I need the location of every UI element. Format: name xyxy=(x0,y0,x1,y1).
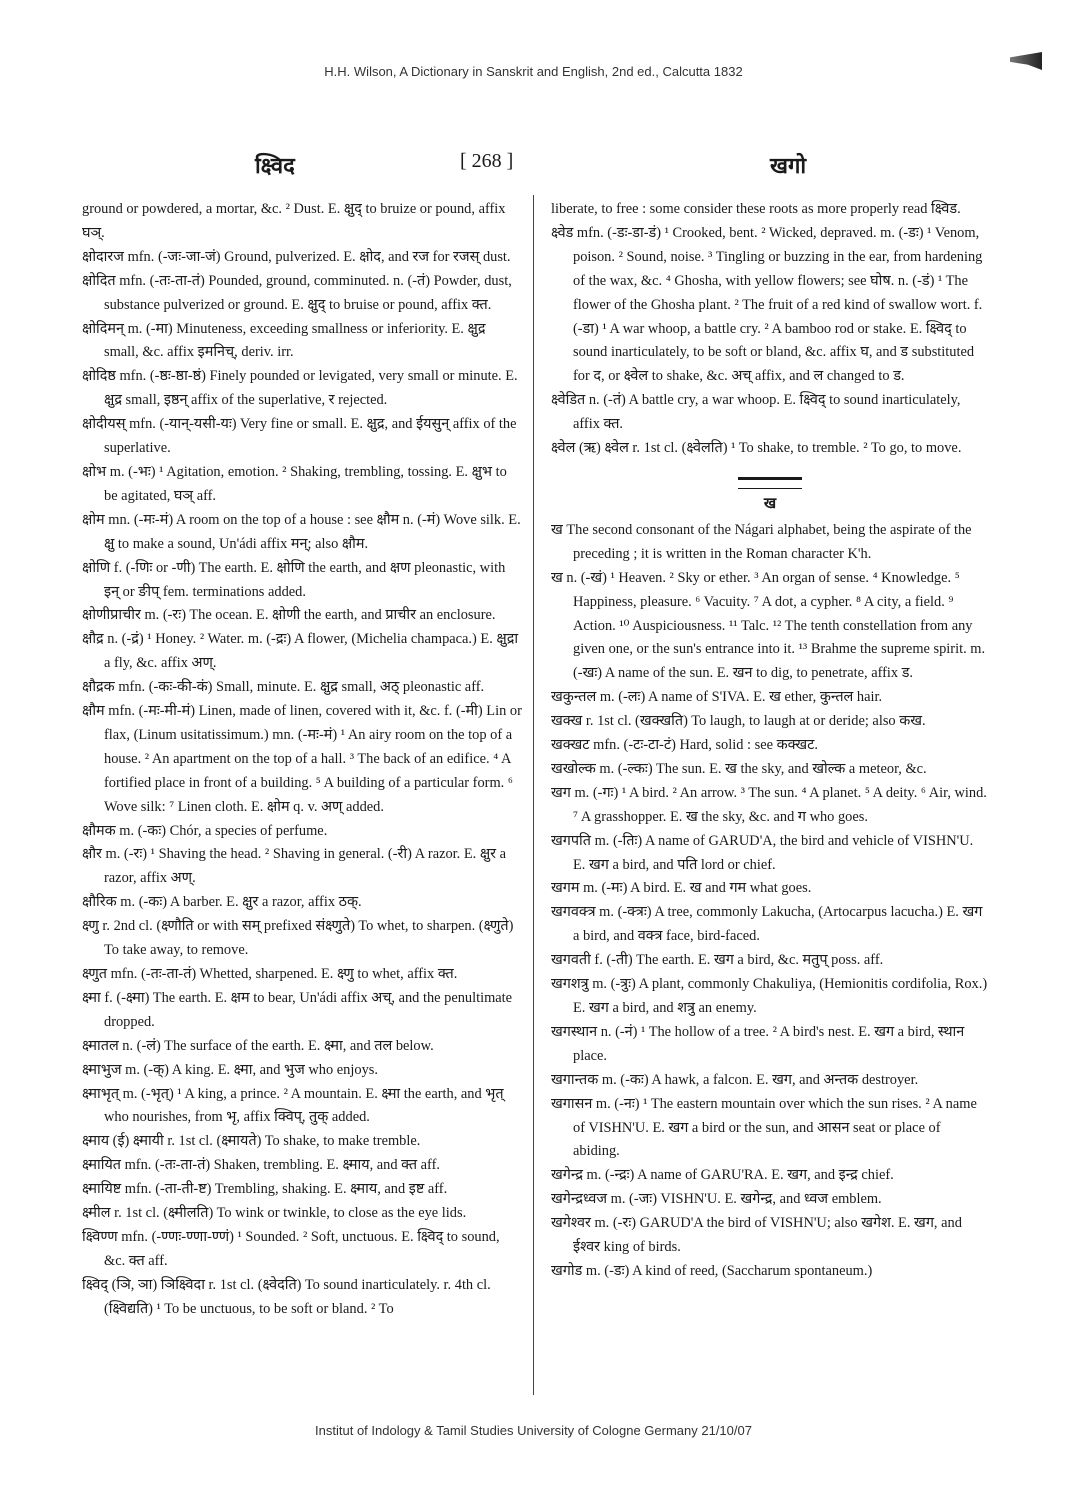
dictionary-entry: क्ष्माय (ई) क्ष्मायी r. 1st cl. (क्ष्मायते) To shake, to make tremble. xyxy=(82,1133,421,1150)
dictionary-entry: खग m. (-गः) ¹ A bird. ² An arrow. ³ The sun. ⁴ A planet. ⁵ A deity. ⁶ Air, wind. ⁷ A grasshopper. E. ख the sky, &c. and ग who goes. xyxy=(551,784,987,825)
dictionary-entry: क्षौद्र n. (-द्रं) ¹ Honey. ² Water. m. (-द्रः) A flower, (Michelia champaca.) E. क्षुद्रा a fly, &c. affix अण्. xyxy=(82,631,519,672)
header-right-word: खगो xyxy=(770,153,807,178)
dictionary-entry: खगशत्रु m. (-त्रुः) A plant, commonly Chakuliya, (Hemionitis cordifolia, Rox.) E. खग a bird, and शत्रु an enemy. xyxy=(551,976,988,1016)
left-column xyxy=(82,198,522,1322)
section-rule xyxy=(738,477,802,489)
dictionary-entry: खगस्थान n. (-नं) ¹ The hollow of a tree. ² A bird's nest. E. खग a bird, स्थान place. xyxy=(551,1023,965,1064)
dictionary-entry: खगेन्द्र m. (-न्द्रः) A name of GARU'RA. E. खग, and इन्द्र chief. xyxy=(551,1167,894,1184)
dictionary-entry: क्ष्वेल (ऋ) क्ष्वेल r. 1st cl. (क्ष्वेलति) ¹ To shake, to tremble. ² To go, to move. xyxy=(551,440,962,457)
dictionary-entry: क्षौम mfn. (-मः-मी-मं) Linen, made of linen, covered with it, &c. f. (-मी) Lin or flax, (Linum usitatissimum.) mn. (-मः-मं) ¹ An airy room on the top of a house. ² An apartment on the top of a hall. ³ The back of an edifice. ⁴ A fortified place in front of a building. ⁵ A building of a particular form. ⁶ Wove silk: ⁷ Linen cloth. E. क्षोम q. v. अण् added. xyxy=(82,703,522,815)
dictionary-entry: liberate, to free : some consider these roots as more properly read क्ष्विड. xyxy=(551,201,961,217)
dictionary-entry: ground or powdered, a mortar, &c. ² Dust. E. क्षुद् to bruize or pound, affix घञ्. xyxy=(82,201,506,241)
right-column xyxy=(551,198,989,1284)
dictionary-entry: खगासन m. (-नः) ¹ The eastern mountain over which the sun rises. ² A name of VISHN'U. E. खग a bird or the sun, and आसन seat or place of abiding. xyxy=(551,1095,977,1160)
dictionary-entry: क्ष्णु r. 2nd cl. (क्ष्णौति or with सम् prefixed संक्ष्णुते) To whet, to sharpen. (क्ष्णुते) To take away, to remove. xyxy=(82,918,514,959)
dictionary-entry: क्ष्मायित mfn. (-तः-ता-तं) Shaken, trembling. E. क्ष्माय, and क्त aff. xyxy=(82,1157,440,1174)
dictionary-entry: ख The second consonant of the Nágari alphabet, being the aspirate of the preceding ; it is written in the Roman character K'h. xyxy=(551,521,972,562)
dictionary-entry: क्ष्मायिष्ट mfn. (-ता-ती-ष्ट) Trembling, shaking. E. क्ष्माय, and इष्ट aff. xyxy=(82,1181,448,1198)
dictionary-entry: क्षोदारज mfn. (-जः-जा-जं) Ground, pulverized. E. क्षोद, and रज for रजस् dust. xyxy=(82,248,511,265)
dictionary-entry: क्षोभ m. (-भः) ¹ Agitation, emotion. ² Shaking, trembling, tossing. E. क्षुभ to be agitated, घञ् aff. xyxy=(82,463,507,504)
dictionary-entry: क्षोदित mfn. (-तः-ता-तं) Pounded, ground, comminuted. n. (-तं) Powder, dust, substance pulverized or ground. E. क्षुद् to bruise or pound, affix क्त. xyxy=(82,272,512,313)
dictionary-entry: क्षौद्रक mfn. (-कः-की-कं) Small, minute. E. क्षुद्र small, अठ् pleonastic aff. xyxy=(82,679,485,696)
dictionary-entry: क्ष्विण्ण mfn. (-ण्णः-ण्णा-ण्णं) ¹ Sounded. ² Soft, unctuous. E. क्ष्विद् to sound, &c. क्त aff. xyxy=(82,1228,500,1269)
dictionary-entry: ख n. (-खं) ¹ Heaven. ² Sky or ether. ³ An organ of sense. ⁴ Knowledge. ⁵ Happiness, pleasure. ⁶ Vacuity. ⁷ A dot, a cypher. ⁸ A city, a field. ⁹ Action. ¹⁰ Auspiciousness. ¹¹ Talc. ¹² The tenth constellation from any given one, or the sun's entrance into it. ¹³ Brahme the supreme spirit. m. (-खः) A name of the sun. E. खन to dig, to penetrate, affix ड. xyxy=(551,569,986,682)
dictionary-entry: क्षौर m. (-रः) ¹ Shaving the head. ² Shaving in general. (-री) A razor. E. क्षुर a razor, affix अण्. xyxy=(82,846,507,887)
footer-citation: Institut of Indology & Tamil Studies University of Cologne Germany 21/10/07 xyxy=(315,1423,752,1438)
dictionary-entry: क्ष्मील r. 1st cl. (क्ष्मीलति) To wink or twinkle, to close as the eye lids. xyxy=(82,1205,467,1222)
dictionary-entry: क्षोणीप्राचीर m. (-रः) The ocean. E. क्षोणी the earth, and प्राचीर an enclosure. xyxy=(82,607,496,624)
dictionary-entry: क्षौमक m. (-कः) Chór, a species of perfume. xyxy=(82,822,328,839)
dictionary-entry: क्ष्वेड mfn. (-डः-डा-डं) ¹ Crooked, bent. ² Wicked, depraved. m. (-डः) ¹ Venom, poison. ² Sound, noise. ³ Tingling or buzzing in the ear, from hardening of the wax, &c. ⁴ Ghosha, with yellow flowers; see घोष. n. (-डं) ¹ The flower of the Ghosha plant. ² The fruit of a red kind of swallow wort. f. (-डा) ¹ A war whoop, a battle cry. ² A bamboo rod or stake. E. क्ष्विद् to sound inarticulately, to be soft or bland, &c. affix घ, and ड substituted for द, or क्ष्वेल to shake, &c. अच् affix, and ल changed to ड. xyxy=(551,224,983,385)
dictionary-entry: क्ष्मातल n. (-लं) The surface of the earth. E. क्ष्मा, and तल below. xyxy=(82,1037,434,1054)
dictionary-entry: क्ष्माभृत् m. (-भृत्) ¹ A king, a prince. ² A mountain. E. क्ष्मा the earth, and भृत् who nourishes, from भृ, affix क्विप्, तुक् added. xyxy=(82,1085,504,1126)
dictionary-entry: खकुन्तल m. (-लः) A name of S'IVA. E. ख ether, कुन्तल hair. xyxy=(551,689,883,706)
dictionary-entry: क्षोम mn. (-मः-मं) A room on the top of a house : see क्षौम n. (-मं) Wove silk. E. क्षु to make a sound, Un'ádi affix मन्; also क्षौम. xyxy=(82,511,521,552)
source-citation: H.H. Wilson, A Dictionary in Sanskrit and English, 2nd ed., Calcutta 1832 xyxy=(324,64,743,79)
dictionary-entry: क्ष्विद् (ञि, ञा) ञिक्ष्विदा r. 1st cl. (क्ष्वेदति) To sound inarticulately. r. 4th cl. (क्ष्विद्यति) ¹ To be unctuous, to be soft or bland. ² To xyxy=(82,1276,491,1317)
dictionary-entry: खगवती f. (-ती) The earth. E. खग a bird, &c. मतुप् poss. aff. xyxy=(551,952,884,969)
dictionary-entry: खखोल्क m. (-ल्कः) The sun. E. ख the sky, and खोल्क a meteor, &c. xyxy=(551,760,927,777)
dictionary-entry: क्ष्वेडित n. (-तं) A battle cry, a war whoop. E. क्ष्विद् to sound inarticulately, affix क्त. xyxy=(551,392,961,433)
dictionary-entry: खगपति m. (-तिः) A name of GARUD'A, the bird and vehicle of VISHN'U. E. खग a bird, and पति lord or chief. xyxy=(551,832,974,873)
dictionary-entry: खक्खट mfn. (-टः-टा-टं) Hard, solid : see कक्खट. xyxy=(551,737,819,754)
dictionary-entry: क्षौरिक m. (-कः) A barber. E. क्षुर a razor, affix ठक्. xyxy=(82,894,362,911)
dictionary-entry: क्ष्माभुज m. (-क्) A king. E. क्ष्मा, and भुज who enjoys. xyxy=(82,1061,378,1078)
column-divider xyxy=(533,195,534,1395)
dictionary-entry: खक्ख r. 1st cl. (खक्खति) To laugh, to laugh at or deride; also कख. xyxy=(551,713,926,730)
section-letter: ख xyxy=(763,495,777,512)
dictionary-entry: क्ष्मा f. (-क्ष्मा) The earth. E. क्षम to bear, Un'ádi affix अच्, and the penultimate dropped. xyxy=(82,989,513,1030)
dictionary-entry: खगेश्वर m. (-रः) GARUD'A the bird of VISHN'U; also खगेश. E. खग, and ईश्वर king of birds. xyxy=(551,1215,962,1256)
dictionary-entry: खगवक्त्र m. (-क्त्रः) A tree, commonly Lakucha, (Artocarpus lacucha.) E. खग a bird, and वक्त्र face, bird-faced. xyxy=(551,904,983,945)
dictionary-entry: खगान्तक m. (-कः) A hawk, a falcon. E. खग, and अन्तक destroyer. xyxy=(551,1071,919,1088)
dictionary-entry: खगेन्द्रध्वज m. (-जः) VISHN'U. E. खगेन्द्र, and ध्वज emblem. xyxy=(551,1191,882,1208)
page-number: [ 268 ] xyxy=(460,150,514,172)
header-left-word: क्ष्विद xyxy=(255,153,295,178)
dictionary-entry: खगोड m. (-डः) A kind of reed, (Saccharum spontaneum.) xyxy=(551,1262,873,1279)
dictionary-entry: क्ष्णुत mfn. (-तः-ता-तं) Whetted, sharpened. E. क्ष्णु to whet, affix क्त. xyxy=(82,966,458,982)
dictionary-entry: क्षोणि f. (-णिः or -णी) The earth. E. क्षोणि the earth, and क्षण pleonastic, with इन् or ङीप् fem. terminations added. xyxy=(82,559,506,600)
running-header xyxy=(80,150,1000,186)
dictionary-entry: क्षोदीयस् mfn. (-यान्-यसी-यः) Very fine or small. E. क्षुद्र, and ईयसुन् affix of the superlative. xyxy=(82,416,517,457)
dictionary-entry: क्षोदिमन् m. (-मा) Minuteness, exceeding smallness or inferiority. E. क्षुद्र small, &c. affix इमनिच्, deriv. irr. xyxy=(82,320,486,361)
dictionary-entry: खगम m. (-मः) A bird. E. ख and गम what goes. xyxy=(551,880,812,897)
dictionary-entry: क्षोदिष्ठ mfn. (-ष्ठः-ष्ठा-ष्ठं) Finely pounded or levigated, very small or minute. E. क्षुद्र small, इष्ठन् affix of the superlative, र rejected. xyxy=(82,368,518,409)
